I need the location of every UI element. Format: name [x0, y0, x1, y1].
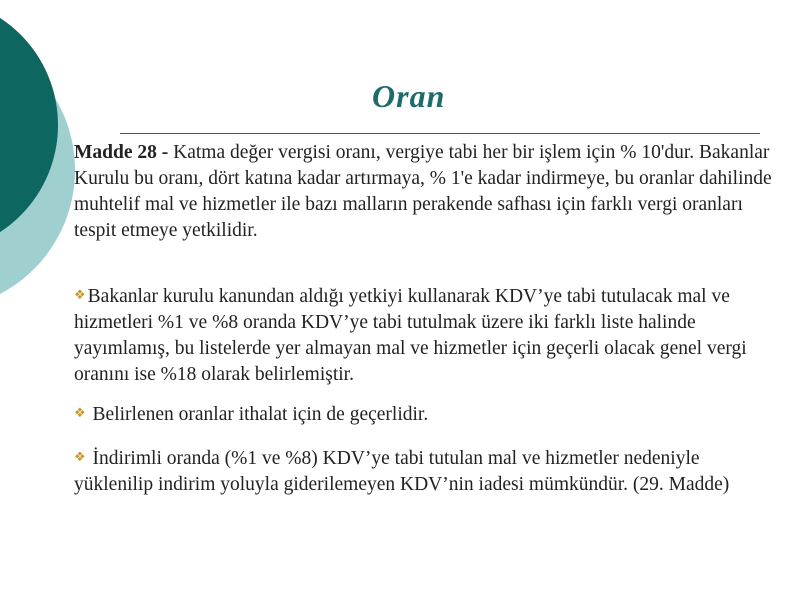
- bullet-list: [74, 282, 774, 498]
- article-text: Katma değer vergisi oranı, vergiye tabi her bir işlem için % 10'dur. Bakanlar Kurulu bu oranı, dört katına kadar artırmaya, % 1'e kadar indirmeye, bu oranlar dahilinde muhtelif mal ve hizmetler ile bazı malların perakende safhası için farklı vergi oranları tespit etmeye yetkilidir.: [74, 142, 772, 241]
- slide-title: Oran: [372, 78, 446, 114]
- bullet-item: [74, 282, 774, 388]
- diamond-bullet-icon: ❖: [74, 449, 86, 464]
- bullet-text: Belirlenen oranlar ithalat için de geçerlidir.: [87, 404, 429, 425]
- title-divider: [120, 133, 760, 134]
- bullet-item: [74, 444, 774, 498]
- article-label: Madde 28 -: [74, 142, 169, 163]
- bullet-text: Bakanlar kurulu kanundan aldığı yetkiyi kullanarak KDV’ye tabi tutulacak mal ve hizmetleri %1 ve %8 oranda KDV’ye tabi tutulmak üzere iki farklı liste halinde yayımlamış, bu listelerde yer almayan mal ve hizmetler için geçerli olacak genel vergi oranını ise %18 olarak belirlemiştir.: [74, 286, 747, 385]
- bullet-text: İndirimli oranda (%1 ve %8) KDV’ye tabi tutulan mal ve hizmetler nedeniyle yüklenilip indirim yoluyla giderilemeyen KDV’nin iadesi mümkündür. (29. Madde): [74, 448, 730, 495]
- slide-body: [74, 140, 774, 498]
- diamond-bullet-icon: ❖: [74, 405, 86, 420]
- intro-paragraph: [74, 140, 774, 244]
- diamond-bullet-icon: ❖: [74, 287, 86, 302]
- bullet-item: [74, 400, 774, 428]
